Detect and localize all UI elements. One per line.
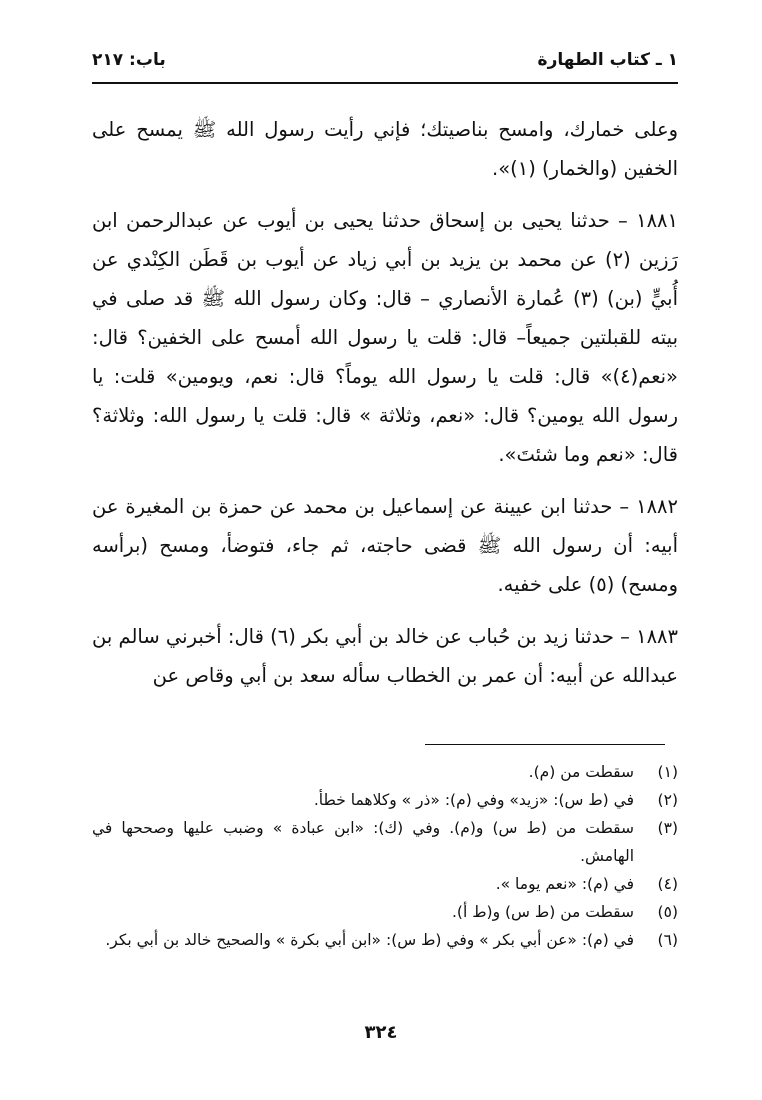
- footnote-item: [92, 870, 678, 898]
- footnote-divider: [425, 744, 665, 745]
- footnotes: [92, 758, 678, 954]
- header-divider: [92, 82, 678, 84]
- hadith-1881: ١٨٨١ – حدثنا يحيى بن إسحاق حدثنا يحيى بن أيوب عن عبدالرحمن ابن رَزين (٢) عن محمد بن يزيد بن أبي زياد عن أيوب بن قَطَن الكِنْدي عن أُبيٍّ (بن) (٣) عُمارة الأنصاري – قال: وكان رسول الله ﷺ قد صلى في بيته للقبلتين جميعاً– قال: قلت يا رسول الله أمسح على الخفين؟ قال: «نعم(٤)» قال: قلت يا رسول الله يوماً؟ قال: نعم، ويومين» قلت: يا رسول الله يومين؟ قال: «نعم، وثلاثة » قال: قلت يا رسول الله: وثلاثة؟ قال: «نعم وما شئتَ».: [92, 209, 678, 466]
- footnote-item: [92, 786, 678, 814]
- footnote-text: في (م): «عن أبي بكر » وفي (ط س): «ابن أبي بكرة » والصحيح خالد بن أبي بكر.: [105, 931, 634, 949]
- page-number: ٣٢٤: [364, 1022, 398, 1043]
- footnote-text: في (ط س): «زيد» وفي (م): «ذر » وكلاهما خطأ.: [313, 791, 634, 809]
- footnote-number: (٥): [657, 903, 678, 921]
- footnote-number: (٤): [657, 875, 678, 893]
- footnote-item: [92, 898, 678, 926]
- main-text: [92, 110, 678, 708]
- chapter-label: باب: ٢١٧: [92, 50, 166, 70]
- footnote-number: (٦): [657, 931, 678, 949]
- footnote-text: سقطت من (م).: [528, 763, 634, 781]
- running-header: [92, 46, 678, 78]
- footnote-number: (٣): [657, 819, 678, 837]
- footnote-text: سقطت من (ط س) و(م). وفي (ك): «ابن عبادة » وضبب عليها وصححها في الهامش.: [92, 819, 634, 865]
- paragraph-continuation: وعلى خمارك، وامسح بناصيتك؛ فإني رأيت رسول الله ﷺ يمسح على الخفين (والخمار) (١)».: [92, 118, 678, 180]
- footnote-item: [92, 758, 678, 786]
- footnote-text: سقطت من (ط س) و(ط أ).: [452, 903, 634, 921]
- hadith-1883: ١٨٨٣ – حدثنا زيد بن حُباب عن خالد بن أبي بكر (٦) قال: أخبرني سالم بن عبدالله عن أبيه: أن عمر بن الخطاب سأله سعد بن أبي وقاص عن: [92, 625, 678, 687]
- footnote-item: [92, 814, 678, 870]
- footnote-item: [92, 926, 678, 954]
- footnote-number: (١): [657, 763, 678, 781]
- book-title: ١ ـ كتاب الطهارة: [537, 50, 678, 70]
- hadith-1882: ١٨٨٢ – حدثنا ابن عيينة عن إسماعيل بن محمد عن حمزة بن المغيرة عن أبيه: أن رسول الله ﷺ قضى حاجته، ثم جاء، فتوضأ، ومسح (برأسه ومسح) (٥) على خفيه.: [92, 495, 678, 596]
- footnote-number: (٢): [657, 791, 678, 809]
- footnote-text: في (م): «نعم يوما ».: [495, 875, 634, 893]
